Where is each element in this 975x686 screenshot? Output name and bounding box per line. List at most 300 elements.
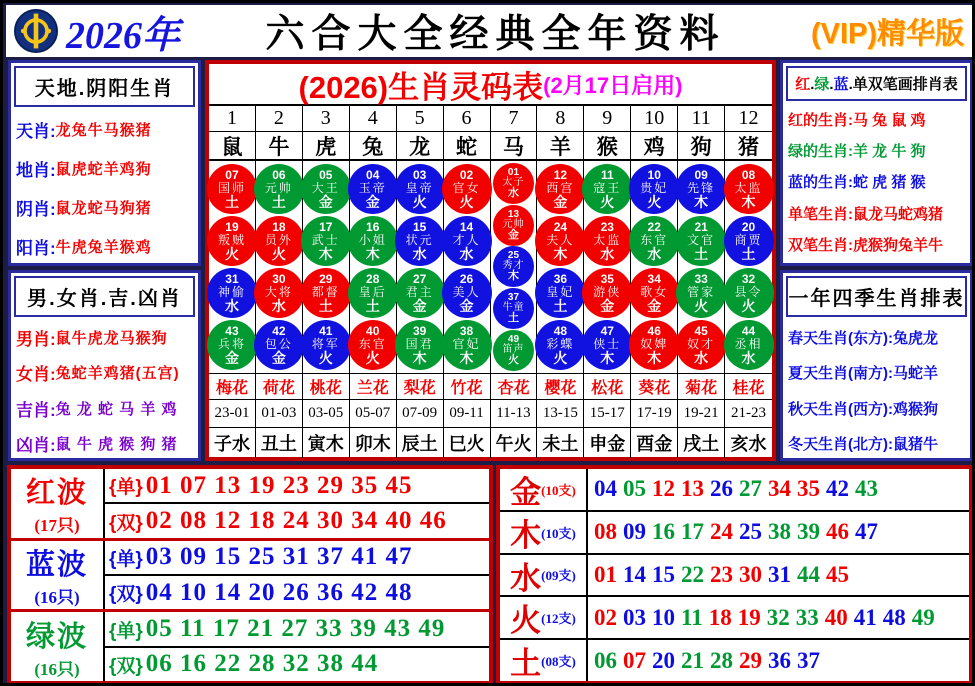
ball-number: 48: [553, 324, 568, 338]
wave-numbers: 06 16 22 28 32 38 44: [145, 650, 379, 678]
ball-area: [678, 161, 724, 374]
ball-title: 贵妃: [640, 181, 669, 195]
column-branch: 酉金: [636, 434, 673, 454]
element-number-03: 03: [623, 604, 646, 630]
element-numbers: [588, 469, 969, 510]
element-number-26: 26: [710, 476, 733, 502]
number-ball-30: [254, 268, 304, 318]
ball-number: 08: [741, 168, 756, 182]
zodiac-column-猴: [584, 106, 631, 458]
ball-title: 牛童: [502, 302, 525, 314]
wave-rows: [103, 469, 489, 538]
ball-title: 太子: [502, 176, 525, 188]
column-branch: 戌土: [683, 434, 720, 454]
vip-badge: (VIP)精华版: [810, 17, 964, 50]
element-number-08: 08: [594, 519, 617, 545]
zodiac-column-龙: [397, 106, 444, 458]
table-title-sub: (2月17日启用): [543, 72, 683, 98]
column-flower: 梨花: [397, 374, 443, 400]
ball-element: 水: [412, 246, 427, 262]
element-number-36: 36: [768, 647, 791, 673]
column-animal: 兔: [350, 132, 396, 161]
element-number-24: 24: [710, 519, 733, 545]
number-ball-43: [207, 320, 257, 370]
column-animal: 龙: [397, 132, 443, 161]
element-number-05: 05: [623, 476, 646, 502]
ball-title: 包公: [264, 337, 293, 351]
ball-area: [537, 161, 583, 374]
ball-element: 水: [224, 298, 239, 314]
attribute-value: 鼠龙蛇马狗猪: [55, 200, 152, 217]
panel-title-part: .: [848, 76, 853, 93]
wave-name-cell: [11, 541, 103, 610]
column-time: 09-11: [444, 400, 490, 428]
ball-number: 49: [507, 334, 520, 346]
element-number-29: 29: [739, 647, 762, 673]
panel-title-part: .: [810, 76, 815, 93]
element-row-水: [500, 555, 969, 598]
ball-element: 火: [224, 246, 239, 262]
number-ball-01: [493, 163, 534, 204]
wave-number-row: [105, 612, 489, 645]
ball-element: 土: [365, 298, 380, 314]
parity-tag: {双}: [109, 512, 143, 534]
zodiac-attribute-row: [16, 325, 193, 350]
column-number: 7: [491, 106, 537, 132]
wave-number-row: [105, 469, 489, 502]
ball-element: 火: [318, 350, 333, 366]
attribute-label: 男肖:: [16, 330, 56, 350]
zodiac-column-蛇: [444, 106, 491, 458]
ball-element: 火: [647, 194, 662, 210]
parity-tag: {单}: [109, 620, 143, 642]
column-number: 9: [584, 106, 630, 132]
ball-element: 火: [694, 298, 709, 314]
ball-area: [397, 161, 443, 374]
ball-number: 38: [459, 324, 474, 338]
ball-element: 金: [647, 298, 662, 314]
number-ball-03: [395, 164, 445, 214]
number-ball-05: [301, 164, 351, 214]
number-ball-40: [348, 320, 398, 370]
ball-number: 29: [319, 272, 333, 286]
zodiac-column-鸡: [631, 106, 678, 458]
attribute-value: 鼠虎蛇羊鸡狗: [55, 161, 152, 178]
ball-title: 秀才: [502, 260, 525, 272]
zodiac-attribute-row: 双笔生肖:虎猴狗兔羊牛: [788, 236, 943, 254]
element-number-34: 34: [768, 476, 791, 502]
panel-rows: [783, 320, 970, 461]
ball-element: 土: [318, 298, 333, 314]
element-number-44: 44: [797, 561, 820, 587]
ball-title: 大王: [311, 181, 340, 195]
ball-element: 土: [271, 194, 286, 210]
column-time: 11-13: [491, 400, 537, 428]
ball-title: 县令: [734, 285, 763, 299]
zodiac-code-table: [205, 60, 776, 461]
panel-title: [786, 66, 967, 101]
wave-number-row: [105, 646, 489, 681]
ball-title: 先锋: [687, 181, 716, 195]
number-ball-47: [582, 320, 632, 370]
number-ball-15: [395, 216, 445, 266]
attribute-label: 凶肖:: [16, 435, 56, 455]
ball-title: 歌女: [640, 285, 669, 299]
ball-number: 22: [647, 220, 661, 234]
ball-element: 木: [507, 270, 519, 283]
color-waves-table: [7, 465, 493, 685]
ball-title: 奴才: [687, 337, 716, 351]
number-ball-11: [582, 164, 632, 214]
element-name: 土: [510, 646, 542, 682]
ball-title: 丞相: [734, 337, 763, 351]
wave-numbers: 01 07 13 19 23 29 35 45: [145, 471, 413, 499]
ball-element: 水: [271, 298, 286, 314]
number-ball-45: [676, 320, 726, 370]
wave-rows: [103, 612, 489, 681]
column-time: 01-03: [256, 400, 302, 428]
ball-title: 元帅: [264, 181, 293, 195]
panel-title: 天地.阴阳生肖: [14, 66, 195, 107]
ball-number: 31: [225, 272, 239, 286]
element-number-31: 31: [768, 561, 791, 587]
page-title: 六合大全经典全年资料: [265, 13, 726, 56]
number-ball-42: [254, 320, 304, 370]
number-ball-29: [301, 268, 351, 318]
ball-title: 美人: [452, 285, 481, 299]
element-name-cell: [500, 640, 588, 681]
ball-element: 金: [600, 298, 615, 314]
ball-element: 金: [553, 194, 568, 210]
ball-element: 水: [459, 246, 474, 262]
column-branch: 未土: [542, 434, 579, 454]
column-flower: 桃花: [303, 374, 349, 400]
column-time: 03-05: [303, 400, 349, 428]
ball-title: 文官: [687, 233, 716, 247]
ball-number: 06: [272, 168, 286, 182]
ball-area: [256, 161, 302, 374]
zodiac-attribute-row: 单笔生肖:鼠龙马蛇鸡猪: [788, 205, 943, 223]
heaven-earth-yin-yang-panel: [8, 60, 201, 266]
column-flower: 葵花: [631, 374, 677, 400]
element-number-41: 41: [853, 604, 877, 630]
zodiac-attribute-row: [16, 396, 193, 421]
panel-title-part: 蓝: [833, 76, 849, 93]
ball-title: 皇妃: [546, 285, 575, 299]
ball-number: 37: [507, 292, 520, 304]
ball-number: 30: [272, 272, 286, 286]
ball-title: 寇王: [593, 181, 622, 195]
zodiac-attribute-row: [16, 156, 193, 181]
ball-element: 火: [459, 194, 474, 210]
wave-name-cell: [11, 612, 103, 681]
zodiac-column-牛: [256, 106, 303, 458]
ball-number: 03: [412, 168, 427, 182]
number-ball-06: [254, 164, 304, 214]
column-animal: 鼠: [209, 132, 255, 161]
number-ball-19: [207, 216, 257, 266]
number-ball-18: [254, 216, 304, 266]
ball-element: 木: [318, 246, 333, 262]
column-time: 13-15: [537, 400, 583, 428]
number-ball-10: [629, 164, 679, 214]
four-seasons-panel: [780, 270, 973, 461]
ball-number: 41: [319, 324, 333, 338]
wave-name: 绿波: [25, 620, 88, 653]
element-count: (08支): [541, 654, 576, 670]
ball-title: 管家: [687, 285, 716, 299]
column-animal: 猴: [584, 132, 630, 161]
ball-number: 33: [694, 272, 708, 286]
ball-element: 水: [647, 246, 662, 262]
wave-numbers: 03 09 15 25 31 37 41 47: [145, 543, 413, 571]
number-ball-17: [301, 216, 351, 266]
column-number: 1: [209, 106, 255, 132]
ball-title: 官妃: [452, 337, 481, 351]
zodiac-column-鼠: [209, 106, 256, 458]
column-number: 10: [631, 106, 677, 132]
number-ball-37: [493, 288, 534, 329]
wave-rows: [103, 541, 489, 610]
ball-title: 都督: [311, 285, 340, 299]
wave-name: 红波: [25, 477, 88, 510]
coin-emblem-logo-icon: [14, 9, 58, 53]
ball-title: 武士: [311, 233, 340, 247]
element-number-22: 22: [681, 561, 704, 587]
ball-title: 将军: [311, 337, 340, 351]
ball-title: 叛贼: [217, 233, 246, 247]
element-number-13: 13: [681, 476, 704, 502]
parity-tag: {双}: [109, 584, 143, 606]
ball-area: [491, 161, 537, 374]
attribute-label: 地肖:: [16, 161, 56, 180]
ball-area: [350, 161, 396, 374]
element-number-32: 32: [766, 604, 790, 630]
ball-number: 11: [600, 168, 614, 182]
ball-title: 员外: [264, 233, 293, 247]
panel-rows: [11, 320, 198, 461]
ball-title: 笛声: [502, 344, 525, 356]
parity-tag: {单}: [109, 548, 143, 570]
zodiac-column-狗: [678, 106, 725, 458]
element-number-19: 19: [737, 604, 761, 630]
column-animal: 蛇: [444, 132, 490, 161]
zodiac-column-马: [491, 106, 538, 458]
element-number-45: 45: [826, 561, 849, 587]
table-title: [209, 64, 772, 106]
zodiac-attribute-row: [16, 234, 193, 259]
number-ball-34: [629, 268, 679, 318]
element-name-cell: [500, 555, 588, 596]
ball-title: 彩蝶: [546, 337, 575, 351]
element-number-46: 46: [826, 519, 849, 545]
column-flower: 松花: [584, 374, 630, 400]
number-ball-21: [676, 216, 726, 266]
ball-number: 21: [694, 220, 708, 234]
element-number-10: 10: [652, 604, 675, 630]
column-time: 05-07: [350, 400, 396, 428]
ball-element: 木: [412, 350, 427, 366]
column-branch: 子水: [213, 434, 250, 454]
column-animal: 马: [491, 132, 537, 161]
zodiac-grid: [209, 106, 772, 458]
element-count: (10支): [541, 482, 576, 498]
column-animal: 牛: [256, 132, 302, 161]
ball-number: 15: [412, 220, 427, 234]
column-branch: 辰土: [401, 434, 438, 454]
ball-number: 47: [600, 324, 614, 338]
wave-numbers: 02 08 12 18 24 30 34 40 46: [145, 507, 447, 535]
ball-number: 19: [225, 220, 239, 234]
element-name: 水: [510, 560, 542, 596]
ball-number: 10: [647, 168, 661, 182]
wave-number-row: [105, 574, 489, 609]
table-title-main: (2026)生肖灵码表: [298, 69, 544, 105]
attribute-value: 鼠牛虎龙马猴狗: [55, 330, 168, 348]
ball-element: 木: [741, 194, 756, 210]
ball-title: 太监: [593, 233, 622, 247]
ball-element: 木: [694, 194, 709, 210]
zodiac-attribute-row: [16, 431, 193, 456]
element-number-18: 18: [708, 604, 732, 630]
number-ball-35: [582, 268, 632, 318]
column-number: 3: [303, 106, 349, 132]
number-ball-28: [348, 268, 398, 318]
ball-element: 金: [459, 298, 474, 314]
parity-tag: {双}: [109, 655, 143, 677]
column-time: 07-09: [397, 400, 443, 428]
ball-element: 火: [365, 350, 380, 366]
wave-numbers: 04 10 14 20 26 36 42 48: [145, 578, 413, 606]
ball-area: [209, 161, 255, 374]
ball-number: 17: [319, 220, 333, 234]
wave-numbers: 05 11 17 21 27 33 39 43 49: [145, 615, 446, 643]
wave-count: (17只): [34, 516, 80, 536]
ball-number: 35: [600, 272, 614, 286]
ball-title: 玉帝: [358, 181, 387, 195]
ball-number: 20: [741, 220, 756, 234]
ball-number: 46: [647, 324, 661, 338]
column-branch: 寅木: [307, 434, 344, 454]
element-number-48: 48: [882, 604, 906, 630]
ball-element: 木: [647, 350, 662, 366]
ball-title: 官女: [452, 181, 481, 195]
element-number-23: 23: [710, 561, 733, 587]
ball-title: 夫人: [546, 233, 575, 247]
header-bar: [6, 5, 972, 57]
element-name: 金: [510, 474, 542, 510]
ball-title: 西宫: [546, 181, 575, 195]
element-number-09: 09: [623, 519, 646, 545]
number-ball-02: [442, 164, 492, 214]
wave-group: [11, 469, 489, 541]
column-flower: 桂花: [725, 374, 772, 400]
zodiac-attribute-row: 夏天生肖(南方):马蛇羊: [788, 365, 938, 383]
number-ball-48: [535, 320, 585, 370]
ball-number: 05: [319, 168, 333, 182]
number-ball-44: [724, 320, 774, 370]
ball-number: 44: [741, 324, 756, 338]
column-branch: 卯木: [354, 434, 391, 454]
ball-element: 水: [741, 350, 756, 366]
column-flower: 兰花: [350, 374, 396, 400]
element-number-33: 33: [795, 604, 819, 630]
zodiac-column-羊: [537, 106, 584, 458]
panel-title: 一年四季生肖排表: [786, 276, 967, 317]
ball-number: 34: [647, 272, 661, 286]
ball-title: 侠士: [593, 337, 622, 351]
ball-title: 兵将: [217, 337, 246, 351]
column-branch: 巳火: [448, 434, 485, 454]
element-number-21: 21: [681, 647, 704, 673]
element-name: 火: [510, 603, 542, 639]
zodiac-attribute-row: [16, 117, 193, 142]
ball-number: 45: [694, 324, 708, 338]
zodiac-column-猪: [725, 106, 772, 458]
ball-number: 02: [459, 168, 474, 182]
ball-number: 26: [459, 272, 474, 286]
column-number: 11: [678, 106, 724, 132]
element-number-49: 49: [911, 604, 935, 630]
number-ball-07: [207, 164, 257, 214]
column-animal: 猪: [725, 132, 772, 161]
ball-element: 火: [741, 298, 756, 314]
column-number: 2: [256, 106, 302, 132]
ball-number: 01: [507, 166, 520, 178]
panel-title: 男.女肖.吉.凶肖: [14, 276, 195, 317]
zodiac-attribute-row: 红的生肖:马 兔 鼠 鸡: [788, 112, 926, 130]
ball-title: 奴婢: [640, 337, 669, 351]
ball-element: 土: [224, 194, 239, 210]
number-ball-13: [493, 205, 534, 246]
element-number-47: 47: [855, 519, 878, 545]
zodiac-attribute-row: 秋天生肖(西方):鸡猴狗: [788, 400, 938, 418]
column-flower: 杏花: [491, 374, 537, 400]
ball-element: 火: [600, 194, 615, 210]
ball-element: 木: [600, 350, 615, 366]
ball-element: 金: [224, 350, 239, 366]
panel-title-part: .: [829, 76, 834, 93]
element-row-土: [500, 640, 969, 681]
ball-area: [725, 161, 772, 374]
ball-element: 木: [553, 246, 568, 262]
element-number-01: 01: [594, 561, 617, 587]
ball-title: 太监: [734, 181, 763, 195]
ball-number: 40: [366, 324, 380, 338]
ball-title: 大将: [264, 285, 293, 299]
attribute-value: 牛虎兔羊猴鸡: [55, 239, 152, 256]
ball-element: 金: [412, 298, 427, 314]
number-ball-24: [535, 216, 585, 266]
column-number: 5: [397, 106, 443, 132]
element-number-06: 06: [594, 647, 617, 673]
column-branch: 亥水: [730, 434, 767, 454]
male-female-lucky-panel: [8, 270, 201, 461]
attribute-value: 鼠 牛 虎 猴 狗 猪: [55, 435, 178, 453]
element-number-07: 07: [623, 647, 646, 673]
ball-element: 土: [507, 312, 519, 325]
ball-number: 13: [507, 208, 520, 220]
ball-element: 水: [694, 350, 709, 366]
number-ball-32: [724, 268, 774, 318]
ball-number: 14: [459, 220, 474, 234]
number-ball-27: [395, 268, 445, 318]
number-ball-22: [629, 216, 679, 266]
attribute-label: 女肖:: [16, 365, 56, 385]
column-animal: 鸡: [631, 132, 677, 161]
element-number-16: 16: [652, 519, 675, 545]
element-row-金: [500, 469, 969, 512]
